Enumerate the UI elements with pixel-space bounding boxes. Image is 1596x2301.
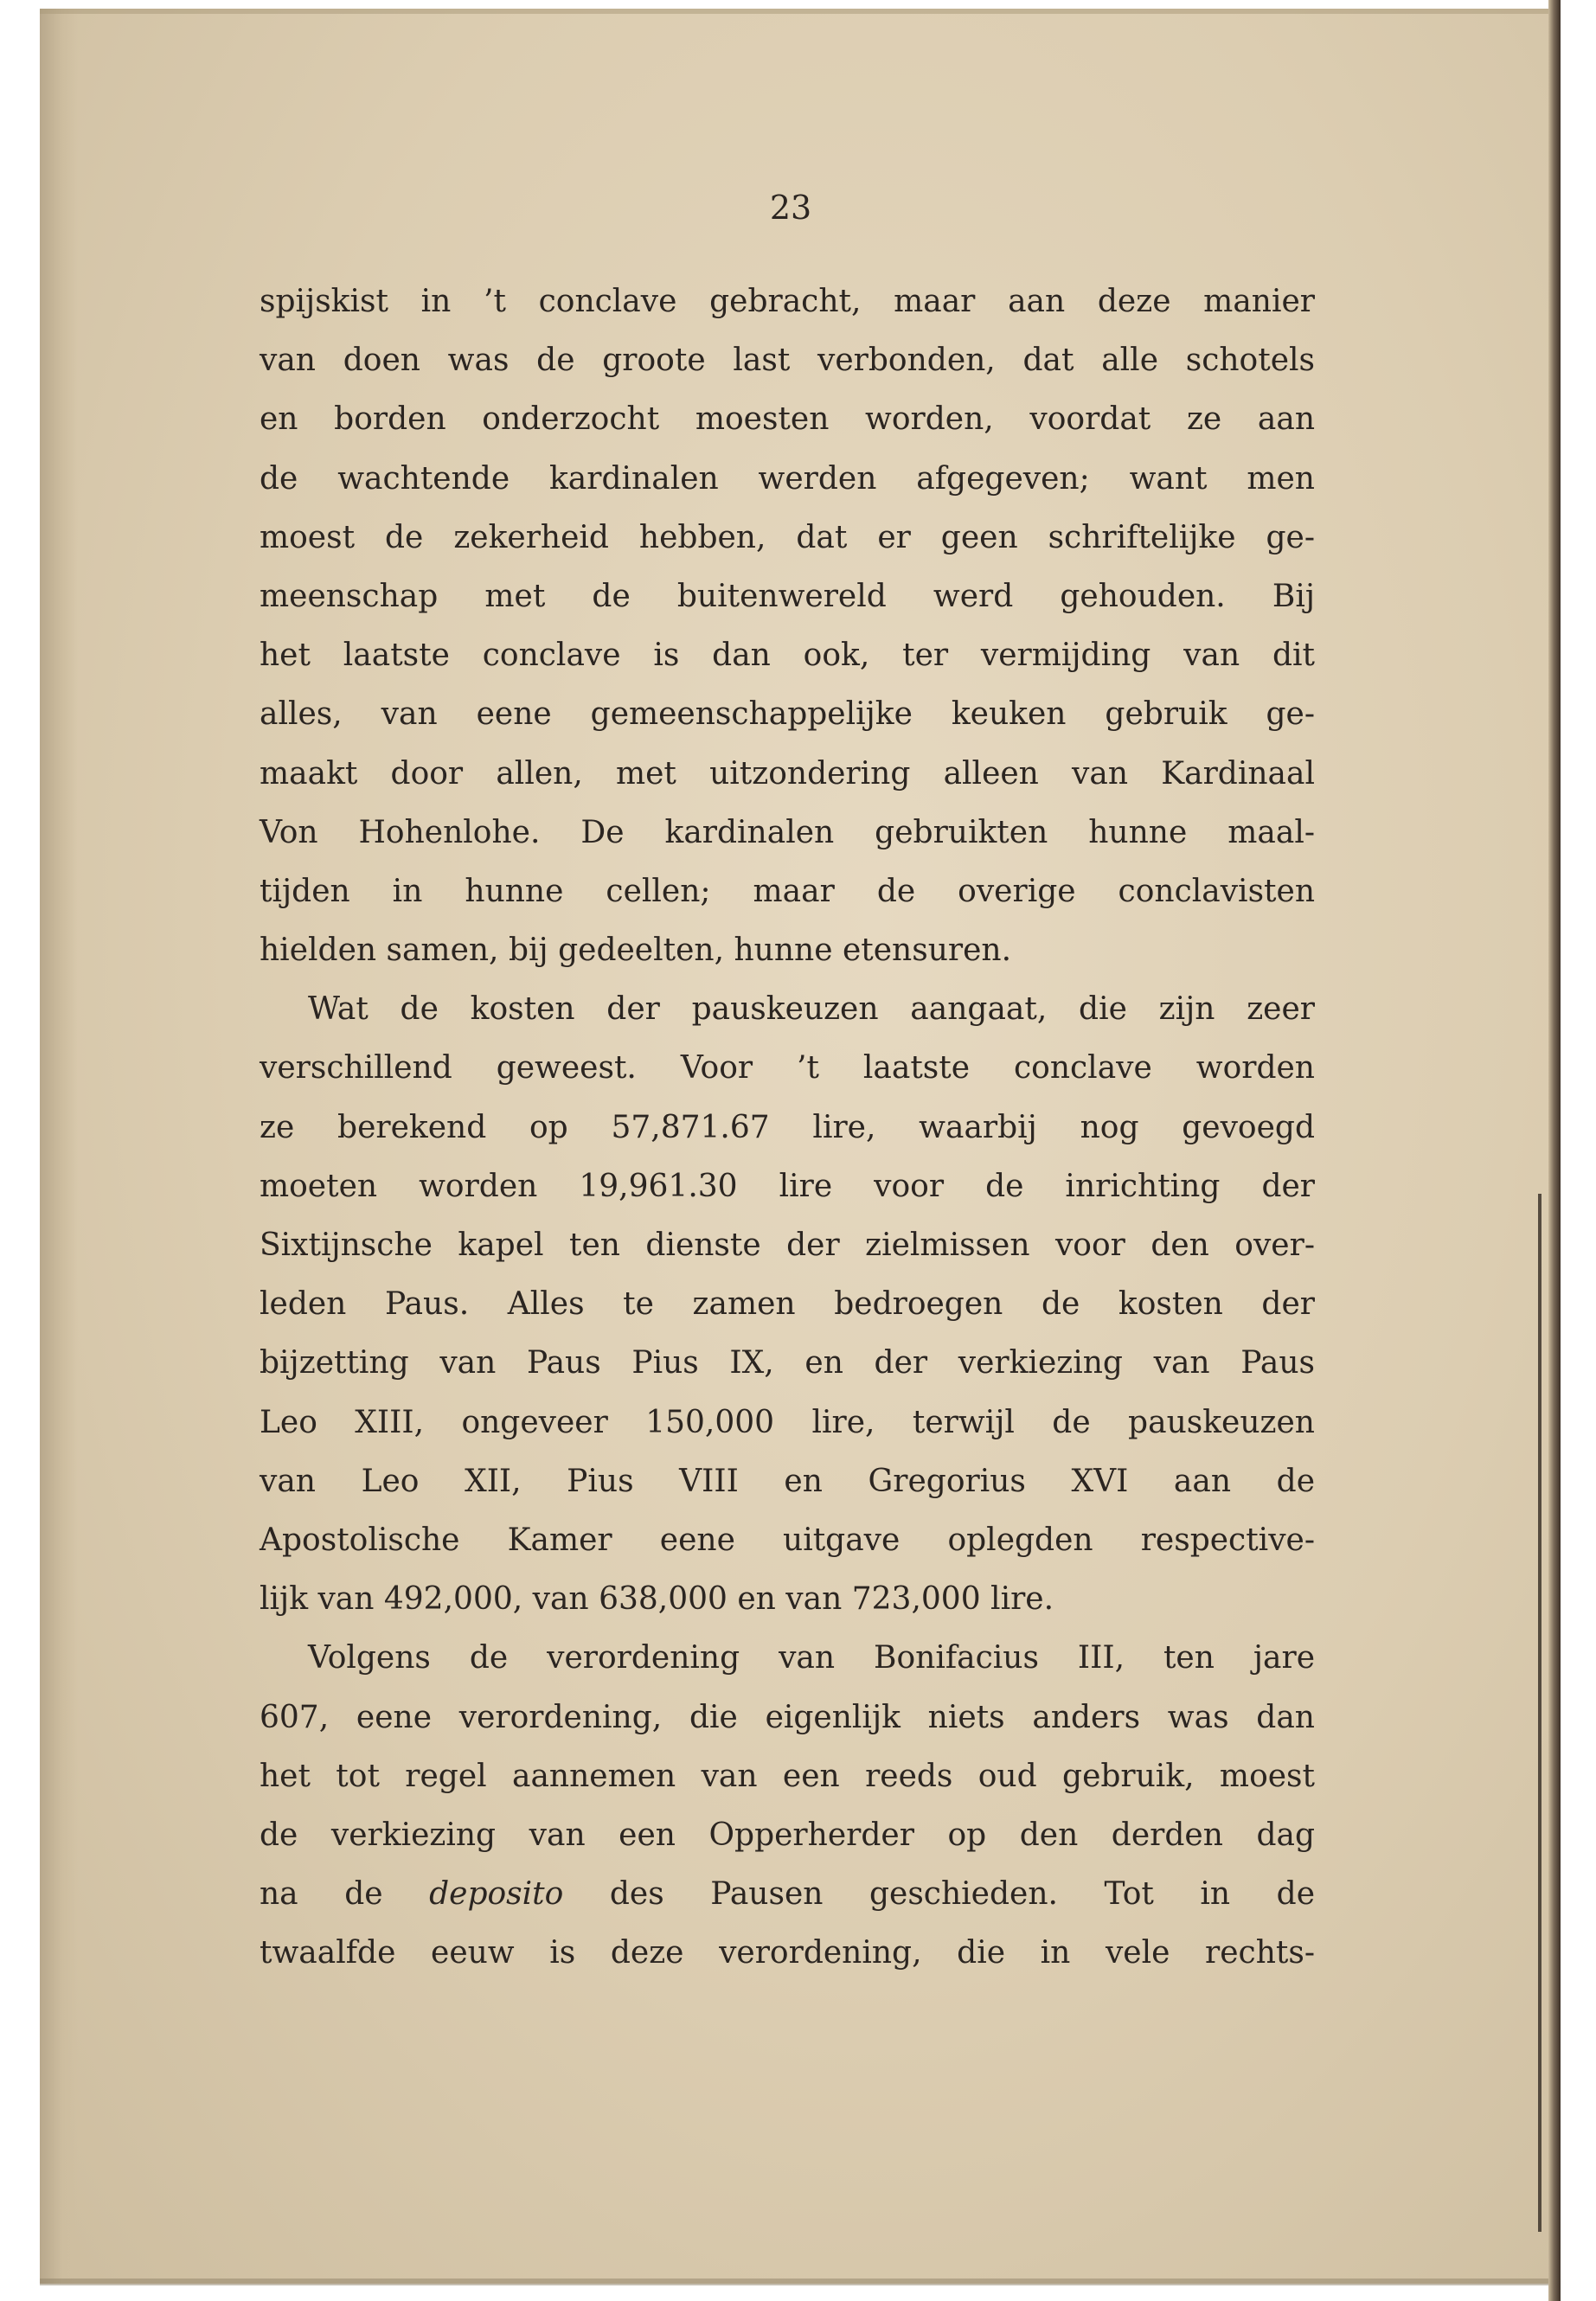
- line-text-before: na de: [260, 1876, 430, 1913]
- page-bottom-edge: [40, 2279, 1558, 2285]
- binding-shadow-line: [1538, 1194, 1542, 2232]
- text-line: alles, van eene gemeenschappelijke keuken gebruik ge-: [260, 696, 1315, 733]
- text-line: bijzetting van Paus Pius IX, en der verkiezing van Paus: [260, 1345, 1315, 1381]
- page-top-edge: [40, 9, 1558, 14]
- text-line: de verkiezing van een Opperherder op den derden dag: [260, 1817, 1315, 1853]
- text-line: meenschap met de buitenwereld werd gehouden. Bij: [260, 578, 1315, 614]
- text-line: het laatste conclave is dan ook, ter vermijding van dit: [260, 638, 1315, 674]
- paragraph-end-line: hielden samen, bij gedeelten, hunne etensuren.: [260, 933, 1012, 969]
- text-line: Apostolische Kamer eene uitgave oplegden respective-: [260, 1522, 1315, 1558]
- text-line: ze berekend op 57,871.67 lire, waarbij nog gevoegd: [260, 1109, 1315, 1145]
- page-number: 23: [769, 189, 812, 227]
- italic-term: deposito: [429, 1876, 564, 1913]
- text-line: spijskist in ’t conclave gebracht, maar aan deze manier: [260, 284, 1315, 319]
- paragraph-start-line: Wat de kosten der pauskeuzen aangaat, die zijn zeer: [308, 991, 1315, 1028]
- text-line: van doen was de groote last verbonden, dat alle schotels: [260, 343, 1315, 379]
- text-line: moeten worden 19,961.30 lire voor de inrichting der: [260, 1168, 1315, 1204]
- text-line: leden Paus. Alles te zamen bedroegen de kosten der: [260, 1286, 1315, 1323]
- paragraph-start-line: Volgens de verordening van Bonifacius III, ten jare: [308, 1640, 1315, 1676]
- book-binding-edge: [1548, 0, 1561, 2301]
- paragraph-end-line: lijk van 492,000, van 638,000 en van 723,000 lire.: [260, 1581, 1054, 1618]
- text-line: de wachtende kardinalen werden afgegeven; want men: [260, 460, 1315, 497]
- text-line: verschillend geweest. Voor ’t laatste conclave worden: [260, 1050, 1315, 1086]
- text-line: moest de zekerheid hebben, dat er geen schriftelijke ge-: [260, 519, 1315, 555]
- body-text: [260, 272, 1315, 1983]
- text-line: van Leo XII, Pius VIII en Gregorius XVI aan de: [260, 1463, 1315, 1499]
- text-line: tijden in hunne cellen; maar de overige conclavisten: [260, 873, 1315, 909]
- text-line: Von Hohenlohe. De kardinalen gebruikten hunne maal-: [260, 814, 1315, 850]
- text-line: twaalfde eeuw is deze verordening, die in vele rechts-: [260, 1935, 1315, 1971]
- text-line-with-italic: [260, 1865, 1315, 1924]
- text-line: maakt door allen, met uitzondering alleen van Kardinaal: [260, 755, 1315, 792]
- text-line: 607, eene verordening, die eigenlijk niets anders was dan: [260, 1699, 1315, 1735]
- text-line: het tot regel aannemen van een reeds oud gebruik, moest: [260, 1758, 1315, 1794]
- line-text-after: des Pausen geschieden. Tot in de: [563, 1876, 1315, 1913]
- text-line: Leo XIII, ongeveer 150,000 lire, terwijl de pauskeuzen: [260, 1404, 1315, 1440]
- text-line: en borden onderzocht moesten worden, voordat ze aan: [260, 401, 1315, 438]
- page-gutter-left: [40, 9, 78, 2284]
- text-line: Sixtijnsche kapel ten dienste der zielmissen voor den over-: [260, 1227, 1315, 1263]
